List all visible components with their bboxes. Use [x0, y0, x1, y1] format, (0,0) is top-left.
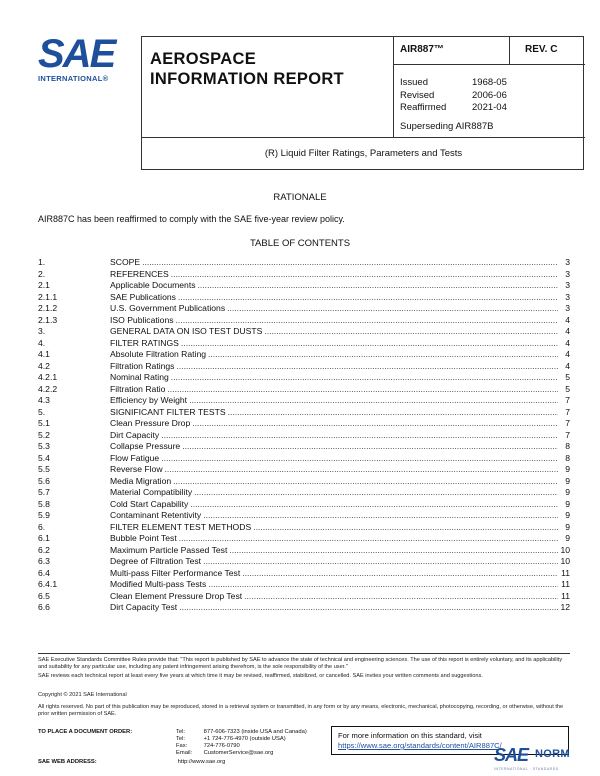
toc-page: 3 — [565, 280, 570, 290]
toc-entry[interactable] — [38, 510, 570, 522]
date-value: 2006-06 — [472, 89, 507, 101]
toc-number: 4. — [38, 337, 46, 348]
date-value: 1968-05 — [472, 77, 507, 88]
watermark-subtitle: INTERNATIONAL · STANDARDS — [494, 767, 559, 771]
toc-leader-dots — [192, 418, 558, 430]
toc-leader-dots — [203, 556, 558, 568]
toc-entry[interactable] — [38, 326, 570, 338]
toc-title: Modified Multi-pass Tests — [110, 579, 207, 589]
watermark-mark: SAE — [494, 745, 529, 765]
toc-leader-dots — [179, 602, 558, 614]
report-type-line: INFORMATION REPORT — [150, 70, 344, 88]
toc-number: 6.2 — [38, 544, 50, 555]
toc-title: Cold Start Capability — [110, 498, 189, 509]
revision-label: REV. C — [525, 44, 558, 55]
toc-leader-dots — [173, 476, 558, 488]
toc-entry[interactable] — [38, 361, 570, 373]
toc-page: 10 — [560, 544, 570, 555]
toc-leader-dots — [171, 269, 558, 281]
toc-entry[interactable] — [38, 269, 570, 281]
toc-number: 4.2.2 — [38, 383, 58, 394]
toc-number: 5.1 — [38, 418, 50, 428]
toc-page: 7 — [565, 418, 570, 428]
toc-leader-dots — [167, 384, 558, 396]
toc-title: Filtration Ratings — [110, 360, 175, 371]
order-label: TO PLACE A DOCUMENT ORDER: — [38, 729, 133, 735]
contact-key: Tel: — [176, 729, 186, 735]
toc-title: GENERAL DATA ON ISO TEST DUSTS — [110, 326, 263, 336]
toc-number: 5.4 — [38, 452, 50, 463]
toc-leader-dots — [176, 361, 558, 373]
standard-link[interactable]: https://www.sae.org/standards/content/AIR887C/ — [338, 741, 502, 750]
web-address-link[interactable]: http://www.sae.org — [177, 759, 226, 765]
toc-entry[interactable] — [38, 602, 570, 614]
toc-entry[interactable] — [38, 315, 570, 327]
toc-number: 1. — [38, 257, 46, 267]
toc-number: 4.2 — [38, 360, 50, 371]
toc-entry[interactable] — [38, 349, 570, 361]
toc-title: Clean Pressure Drop — [110, 418, 191, 428]
footer-paragraph: All rights reserved. No part of this publication may be reproduced, stored in a retrieval system or transmitted, in any form or by any means, electronic, mechanical, photocopying, recording, or otherwise, without the prior written permission of SAE. — [38, 704, 564, 717]
toc-page: 4 — [565, 337, 570, 348]
footer-paragraph: SAE reviews each technical report at least every five years at which time it may be revised, reaffirmed, stabilized, or cancelled. SAE invites your written comments and suggestions. — [38, 673, 483, 679]
toc-entry[interactable] — [38, 522, 570, 534]
toc-page: 4 — [565, 360, 570, 371]
toc-page: 11 — [561, 590, 570, 601]
toc-page: 5 — [565, 383, 570, 394]
toc-page: 9 — [565, 475, 570, 486]
toc-number: 5.6 — [38, 475, 50, 486]
toc-page: 7 — [565, 395, 570, 405]
toc-title: Reverse Flow — [110, 464, 163, 474]
toc-number: 6.5 — [38, 590, 50, 601]
toc-leader-dots — [165, 464, 558, 476]
toc-leader-dots — [181, 338, 558, 350]
toc-entry[interactable] — [38, 568, 570, 580]
footer-paragraph: SAE Executive Standards Committee Rules provide that: "This report is published by SAE to advance the state of technical and engineering sciences. The use of this report is entirely voluntary, and its applicability and suitability for any particular use, including any patent infringement arising therefrom, is the sole responsibility of the user." — [38, 657, 563, 670]
toc-title: Collapse Pressure — [110, 441, 181, 451]
date-label: Issued — [400, 77, 428, 88]
toc-title: Material Compatibility — [110, 487, 193, 497]
toc-page: 7 — [565, 429, 570, 440]
toc-number: 5. — [38, 406, 46, 417]
date-label: Reaffirmed — [400, 102, 447, 113]
rationale-heading: RATIONALE — [273, 192, 327, 203]
toc-leader-dots — [227, 303, 558, 315]
toc-title: Filtration Ratio — [110, 383, 166, 394]
toc-title: FILTER RATINGS — [110, 337, 179, 348]
toc-entry[interactable] — [38, 556, 570, 568]
contact-value: 877-606-7323 (inside USA and Canada) — [203, 729, 307, 735]
toc-leader-dots — [208, 579, 558, 591]
toc-number: 6.3 — [38, 556, 50, 566]
toc-entry[interactable] — [38, 395, 570, 407]
toc-title: SIGNIFICANT FILTER TESTS — [110, 406, 226, 417]
toc-title: ISO Publications — [110, 314, 174, 325]
watermark-word: NORM — [535, 748, 570, 760]
toc-number: 5.2 — [38, 429, 50, 440]
toc-page: 3 — [565, 291, 570, 302]
toc-page: 11 — [561, 579, 570, 589]
table-of-contents — [38, 257, 570, 614]
toc-title: FILTER ELEMENT TEST METHODS — [110, 521, 252, 532]
contact-key: Tel: — [176, 736, 186, 742]
toc-leader-dots — [161, 453, 558, 465]
toc-page: 4 — [565, 349, 570, 359]
toc-page: 9 — [565, 521, 570, 532]
toc-title: Dirt Capacity Test — [110, 602, 178, 612]
toc-number: 5.3 — [38, 441, 50, 451]
toc-number: 2. — [38, 268, 46, 279]
header-divider — [393, 37, 394, 137]
toc-entry[interactable] — [38, 499, 570, 511]
email-link[interactable]: CustomerService@sae.org — [203, 750, 274, 756]
toc-page: 3 — [565, 257, 570, 267]
toc-number: 4.2.1 — [38, 372, 58, 382]
toc-leader-dots — [198, 280, 558, 292]
toc-title: Dirt Capacity — [110, 429, 160, 440]
toc-title: Absolute Filtration Rating — [110, 349, 207, 359]
toc-number: 6.4 — [38, 567, 50, 578]
toc-title: U.S. Government Publications — [110, 303, 226, 313]
toc-number: 2.1.2 — [38, 303, 58, 313]
toc-number: 2.1.3 — [38, 314, 58, 325]
toc-number: 6. — [38, 521, 46, 532]
toc-entry[interactable] — [38, 533, 570, 545]
toc-leader-dots — [203, 510, 558, 522]
logo-mark: SAE — [38, 32, 115, 76]
toc-page: 9 — [565, 533, 570, 543]
toc-leader-dots — [179, 533, 558, 545]
toc-entry[interactable] — [38, 591, 570, 603]
toc-leader-dots — [176, 315, 558, 327]
toc-entry[interactable] — [38, 579, 570, 591]
toc-title: Degree of Filtration Test — [110, 556, 202, 566]
toc-number: 4.3 — [38, 395, 50, 405]
toc-page: 8 — [565, 441, 570, 451]
toc-page: 9 — [565, 510, 570, 520]
toc-number: 5.9 — [38, 510, 50, 520]
header-divider — [509, 37, 510, 64]
rationale-text: AIR887C has been reaffirmed to comply with the SAE five-year review policy. — [38, 214, 345, 224]
toc-title: Bubble Point Test — [110, 533, 177, 543]
toc-leader-dots — [190, 499, 558, 511]
toc-title: Media Migration — [110, 475, 172, 486]
toc-title: Maximum Particle Passed Test — [110, 544, 228, 555]
toc-entry[interactable] — [38, 372, 570, 384]
sae-logo — [38, 34, 128, 83]
toc-page: 4 — [565, 326, 570, 336]
toc-entry[interactable] — [38, 292, 570, 304]
toc-leader-dots — [194, 487, 558, 499]
contact-key: Email: — [176, 750, 193, 756]
contact-value: +1 724-776-4970 (outside USA) — [203, 736, 286, 742]
contact-key: Fax: — [176, 743, 188, 749]
toc-leader-dots — [161, 430, 558, 442]
info-box — [331, 726, 569, 755]
toc-leader-dots — [244, 591, 558, 603]
toc-leader-dots — [253, 522, 558, 534]
toc-page: 5 — [565, 372, 570, 382]
toc-leader-dots — [142, 257, 558, 269]
report-type — [150, 49, 344, 89]
toc-title: Flow Fatigue — [110, 452, 160, 463]
toc-entry[interactable] — [38, 464, 570, 476]
info-text: For more information on this standard, visit — [338, 731, 482, 740]
toc-leader-dots — [178, 292, 558, 304]
date-list — [400, 77, 507, 115]
toc-page: 9 — [565, 487, 570, 497]
toc-page: 3 — [565, 268, 570, 279]
footer-rule — [38, 653, 570, 654]
contact-value: 724-776-0790 — [203, 743, 240, 749]
web-address-label: SAE WEB ADDRESS: — [38, 759, 97, 765]
toc-number: 2.1.1 — [38, 291, 58, 302]
toc-number: 6.6 — [38, 602, 50, 612]
header-divider — [393, 64, 585, 65]
toc-number: 6.4.1 — [38, 579, 58, 589]
toc-page: 11 — [561, 567, 570, 578]
toc-page: 3 — [565, 303, 570, 313]
toc-entry[interactable] — [38, 441, 570, 453]
toc-title: Efficiency by Weight — [110, 395, 188, 405]
toc-entry[interactable] — [38, 338, 570, 350]
document-number: AIR887™ — [400, 44, 444, 55]
toc-number: 6.1 — [38, 533, 50, 543]
toc-number: 5.5 — [38, 464, 50, 474]
web-address-line — [38, 759, 225, 765]
toc-heading: TABLE OF CONTENTS — [249, 238, 351, 249]
toc-entry[interactable] — [38, 280, 570, 292]
toc-leader-dots — [182, 441, 558, 453]
superseding-note: Superseding AIR887B — [400, 121, 494, 132]
toc-entry[interactable] — [38, 303, 570, 315]
date-value: 2021-04 — [472, 102, 507, 113]
toc-entry[interactable] — [38, 407, 570, 419]
toc-leader-dots — [228, 407, 558, 419]
toc-leader-dots — [242, 568, 558, 580]
toc-title: Clean Element Pressure Drop Test — [110, 590, 243, 601]
toc-leader-dots — [189, 395, 558, 407]
toc-entry[interactable] — [38, 487, 570, 499]
date-label: Revised — [400, 89, 435, 101]
report-type-line: AEROSPACE — [150, 50, 256, 68]
date-row — [400, 90, 507, 103]
toc-title: Nominal Rating — [110, 372, 169, 382]
header-divider — [142, 137, 585, 138]
toc-entry[interactable] — [38, 545, 570, 557]
toc-entry[interactable] — [38, 430, 570, 442]
toc-leader-dots — [171, 372, 558, 384]
date-row — [400, 77, 507, 90]
document-title: (R) Liquid Filter Ratings, Parameters and Tests — [264, 148, 463, 159]
toc-entry[interactable] — [38, 476, 570, 488]
toc-page: 7 — [565, 406, 570, 417]
toc-title: REFERENCES — [110, 268, 169, 279]
toc-title: Multi-pass Filter Performance Test — [110, 567, 241, 578]
toc-leader-dots — [229, 545, 558, 557]
date-row — [400, 102, 507, 115]
toc-number: 4.1 — [38, 349, 50, 359]
toc-page: 4 — [565, 314, 570, 325]
toc-entry[interactable] — [38, 384, 570, 396]
toc-page: 12 — [560, 602, 570, 612]
toc-page: 9 — [565, 498, 570, 509]
toc-page: 8 — [565, 452, 570, 463]
toc-entry[interactable] — [38, 453, 570, 465]
toc-number: 2.1 — [38, 280, 50, 290]
toc-entry[interactable] — [38, 418, 570, 430]
toc-number: 5.7 — [38, 487, 50, 497]
toc-title: SCOPE — [110, 257, 141, 267]
toc-number: 3. — [38, 326, 46, 336]
document-header — [141, 36, 584, 170]
toc-title: Contaminant Retentivity — [110, 510, 202, 520]
toc-page: 9 — [565, 464, 570, 474]
copyright: Copyright © 2021 SAE International — [38, 692, 127, 698]
toc-leader-dots — [208, 349, 558, 361]
toc-leader-dots — [264, 326, 558, 338]
logo-subtitle: INTERNATIONAL® — [38, 74, 109, 83]
toc-title: SAE Publications — [110, 291, 176, 302]
toc-page: 10 — [560, 556, 570, 566]
toc-entry[interactable] — [38, 257, 570, 269]
toc-title: Applicable Documents — [110, 280, 196, 290]
toc-number: 5.8 — [38, 498, 50, 509]
